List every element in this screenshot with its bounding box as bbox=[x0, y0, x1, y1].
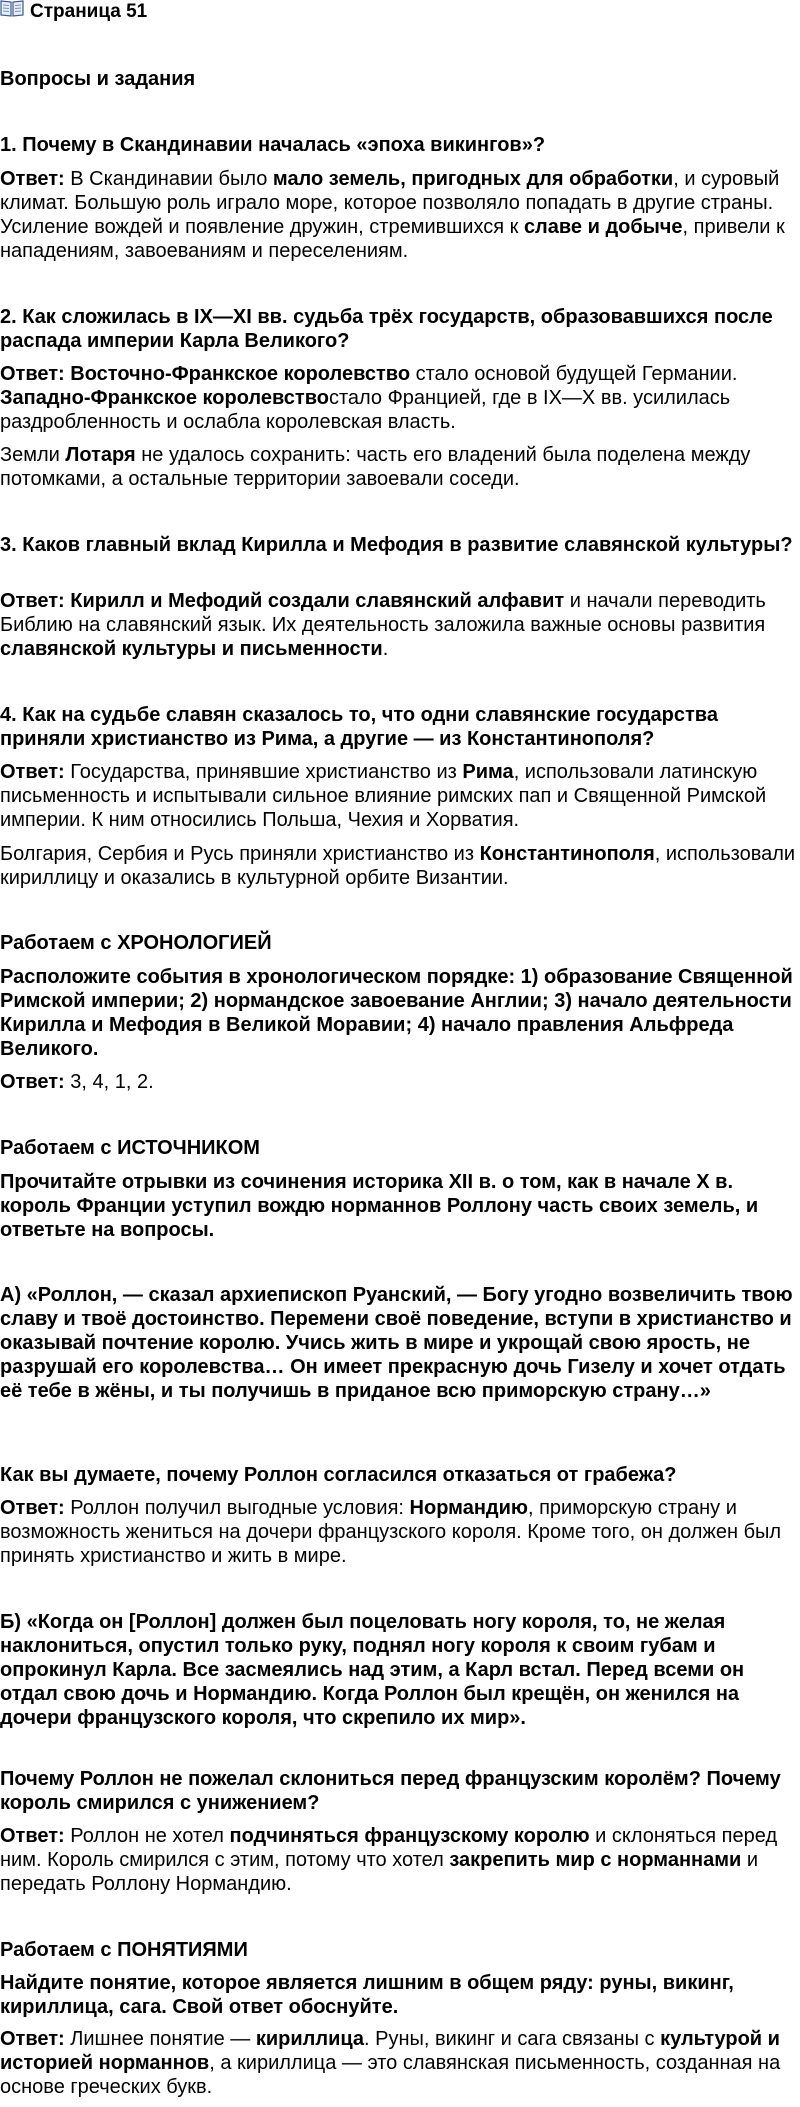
answer-1: Ответ: В Скандинавии было мало земель, пригодных для обработки, и суровый климат. Большую роль играло море, которое позволяло попадать в другие страны. Усиление вождей и появление дружин, стремившихся к славе и добыче, привели к нападениям, завоеваниям и переселениям. bbox=[0, 168, 785, 262]
answer-label: Ответ: bbox=[0, 590, 65, 612]
question-2: 2. Как сложилась в IX—XI вв. судьба трёх государств, образовавшихся после распада империи Карла Великого? bbox=[0, 306, 773, 352]
answer-4: Ответ: Государства, принявшие христианство из Рима, использовали латинскую письменность и испытывали сильное влияние римских пап и Священной Римской империи. К ним относились Польша, Чехия и Хорватия. bbox=[0, 761, 767, 831]
page-header bbox=[0, 0, 147, 24]
question-1: 1. Почему в Скандинавии началась «эпоха викингов»? bbox=[0, 134, 546, 156]
answer-label: Ответ: bbox=[0, 363, 65, 385]
answer-2-paragraph-2: Земли Лотаря не удалось сохранить: часть его владений была поделена между потомками, а остальные территории завоевали соседи. bbox=[0, 444, 751, 490]
source-title: Работаем с ИСТОЧНИКОМ bbox=[0, 1137, 260, 1159]
source-answer-a: Ответ: Роллон получил выгодные условия: Нормандию, приморскую страну и возможность жениться на дочери французского короля. Кроме того, он должен был принять христианство и жить в мире. bbox=[0, 1497, 782, 1567]
question-3: 3. Каков главный вклад Кирилла и Мефодия в развитие славянской культуры? bbox=[0, 534, 793, 556]
answer-4-paragraph-2: Болгария, Сербия и Русь приняли христианство из Константинополя, использовали кириллицу и оказались в культурной орбите Византии. bbox=[0, 843, 796, 889]
answer-label: Ответ: bbox=[0, 168, 65, 190]
answer-label: Ответ: bbox=[0, 1825, 65, 1847]
source-question-a: Как вы думаете, почему Роллон согласился отказаться от грабежа? bbox=[0, 1464, 677, 1486]
section-title: Вопросы и задания bbox=[0, 68, 196, 90]
concepts-answer: Ответ: Лишнее понятие — кириллица. Руны, викинг и сага связаны с культурой и историей норманнов, а кириллица — это славянская письменность, созданная на основе греческих букв. bbox=[0, 2028, 781, 2098]
answer-label: Ответ: bbox=[0, 2028, 65, 2050]
page-title: Страница 51 bbox=[30, 0, 148, 22]
source-quote-a: А) «Роллон, — сказал архиепископ Руанский, — Богу угодно возвеличить твою славу и твоё достоинство. Перемени своё поведение, вступи в христианство и оказывай почтение королю. Учись жить в мире и укрощай свою ярость, не разрушай его королевства… Он имеет прекрасную дочь Гизелу и хочет отдать её тебе в жёны, и ты получишь в приданое всю приморскую страну…» bbox=[0, 1284, 793, 1402]
concepts-task: Найдите понятие, которое является лишним в общем ряду: руны, викинг, кириллица, сага. Свой ответ обоснуйте. bbox=[0, 1972, 734, 2018]
answer-2: Ответ: Восточно-Франкское королевство стало основой будущей Германии. Западно-Франкское королевствостало Францией, где в IX—X вв. усилилась раздробленность и ослабла королевская власть. bbox=[0, 363, 738, 433]
concepts-title: Работаем с ПОНЯТИЯМИ bbox=[0, 1939, 248, 1961]
chronology-title: Работаем с ХРОНОЛОГИЕЙ bbox=[0, 932, 272, 954]
answer-label: Ответ: bbox=[0, 1071, 65, 1093]
source-task: Прочитайте отрывки из сочинения историка XII в. о том, как в начале X в. король Франции уступил вождю норманнов Роллону часть своих земель, и ответьте на вопросы. bbox=[0, 1171, 759, 1241]
answer-3: Ответ: Кирилл и Мефодий создали славянский алфавит и начали переводить Библию на славянский язык. Их деятельность заложила важные основы развития славянской культуры и письменности. bbox=[0, 590, 766, 660]
source-answer-b: Ответ: Роллон не хотел подчиняться французскому королю и склоняться перед ним. Король смирился с этим, потому что хотел закрепить мир с норманнами и передать Роллону Нормандию. bbox=[0, 1825, 778, 1895]
chronology-answer: Ответ: 3, 4, 1, 2. bbox=[0, 1071, 154, 1093]
open-book-icon bbox=[0, 0, 24, 24]
source-quote-b: Б) «Когда он [Роллон] должен был поцеловать ногу короля, то, не желая наклониться, опустил только руку, поднял ногу короля к своим губам и опрокинул Карла. Все засмеялись над этим, а Карл встал. Перед всеми он отдал свою дочь и Нормандию. Когда Роллон был крещён, он женился на дочери французского короля, что скрепило их мир». bbox=[0, 1611, 745, 1729]
answer-label: Ответ: bbox=[0, 761, 65, 783]
chronology-task: Расположите события в хронологическом порядке: 1) образование Священной Римской империи; 2) нормандское завоевание Англии; 3) начало деятельности Кирилла и Мефодия в Великой Моравии; 4) начало правления Альфреда Великого. bbox=[0, 966, 793, 1060]
answer-label: Ответ: bbox=[0, 1497, 65, 1519]
question-4: 4. Как на судьбе славян сказалось то, что одни славянские государства приняли христианство из Рима, а другие — из Константинополя? bbox=[0, 704, 718, 750]
source-question-b: Почему Роллон не пожелал склониться перед французским королём? Почему король смирился с унижением? bbox=[0, 1768, 781, 1814]
